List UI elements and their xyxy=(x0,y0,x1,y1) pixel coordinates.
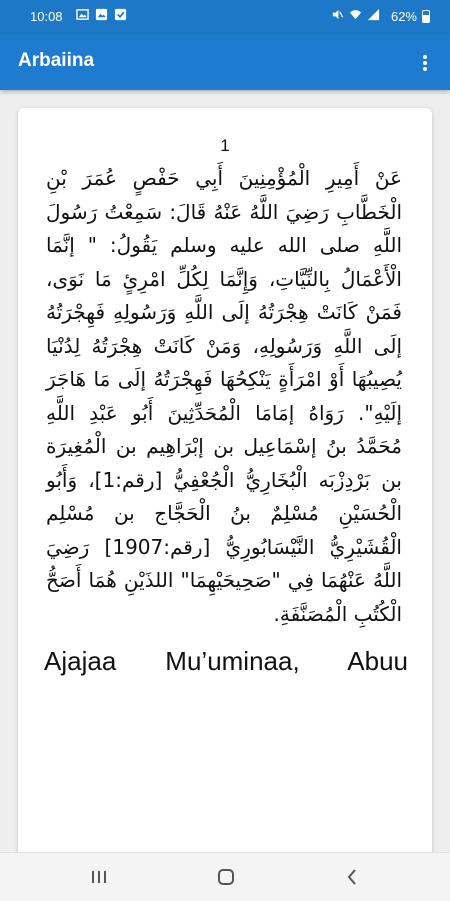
back-icon[interactable] xyxy=(340,865,366,889)
app-title: Arbaiina xyxy=(18,50,95,71)
recents-icon[interactable] xyxy=(86,865,112,889)
app-bar xyxy=(0,34,450,90)
translation-text: Ajajaa Mu’uminaa, Abuu xyxy=(44,646,408,676)
status-bar xyxy=(0,0,450,34)
overflow-menu-button[interactable] xyxy=(410,46,440,78)
system-navigation-bar xyxy=(0,852,450,901)
battery-icon xyxy=(422,10,430,23)
wifi-icon xyxy=(349,8,362,21)
home-icon[interactable] xyxy=(213,865,239,889)
overflow-dot xyxy=(423,61,427,65)
hadith-number: 1 xyxy=(220,136,230,155)
mute-icon xyxy=(331,8,344,21)
gallery-notification-icon xyxy=(95,8,108,21)
notification-icons xyxy=(76,8,127,21)
image-notification-icon xyxy=(76,8,89,21)
status-time: 10:08 xyxy=(30,9,63,24)
system-icons xyxy=(331,8,380,21)
battery-percentage: 62% xyxy=(390,9,417,24)
arabic-hadith-text: عَنْ أَمِيرِ الْمُؤْمِنِينَ أَبِي حَفْصٍ عُمَرَ بْنِ الْخَطَّابِ رَضِيَ اللَّهُ عَنْهُ قَالَ: سَمِعْتُ رَسُولَ اللَّهِ صلى الله عليه وسلم يَقُولُ: " إنَّمَا الْأَعْمَالُ بِالنِّيَّاتِ، وَإِنَّمَا لِكُلِّ امْرِئٍ مَا نَوَى، فَمَنْ كَانَتْ هِجْرَتُهُ إلَى اللَّهِ وَرَسُولِهِ فَهِجْرَتُهُ إلَى اللَّهِ وَرَسُولِهِ، وَمَنْ كَانَتْ هِجْرَتُهُ لِدُنْيَا يُصِيبُهَا أَوْ امْرَأَةٍ يَنْكِحُهَا فَهِجْرَتُهُ إلَى مَا هَاجَرَ إلَيْهِ". رَوَاهُ إمَامَا الْمُحَدِّثِينَ أَبُو عَبْدِ اللَّهِ مُحَمَّدُ بنُ إسْمَاعِيل بن إبْرَاهِيم بن الْمُغِيرَة بن بَرْدِزْبَه الْبُخَارِيُّ الْجُعْفِيُّ [رقم:1]، وَأَبُو الْحُسَيْنِ مُسْلِمٌ بنُ الْحَجَّاج بن مُسْلِم الْقُشَيْرِيُّ النَّيْسَابُورِيُّ [رقم:1907] رَضِيَ اللَّهُ عَنْهُمَا فِي "صَحِيحَيْهِمَا" اللذَيْنِ هُمَا أَصَحُّ الْكُتُبِ الْمُصَنَّفَةِ. xyxy=(46,166,403,626)
download-notification-icon xyxy=(114,8,127,21)
overflow-dot xyxy=(423,55,427,59)
overflow-dot xyxy=(423,67,427,71)
hadith-card[interactable] xyxy=(18,108,432,868)
signal-icon xyxy=(367,8,380,21)
